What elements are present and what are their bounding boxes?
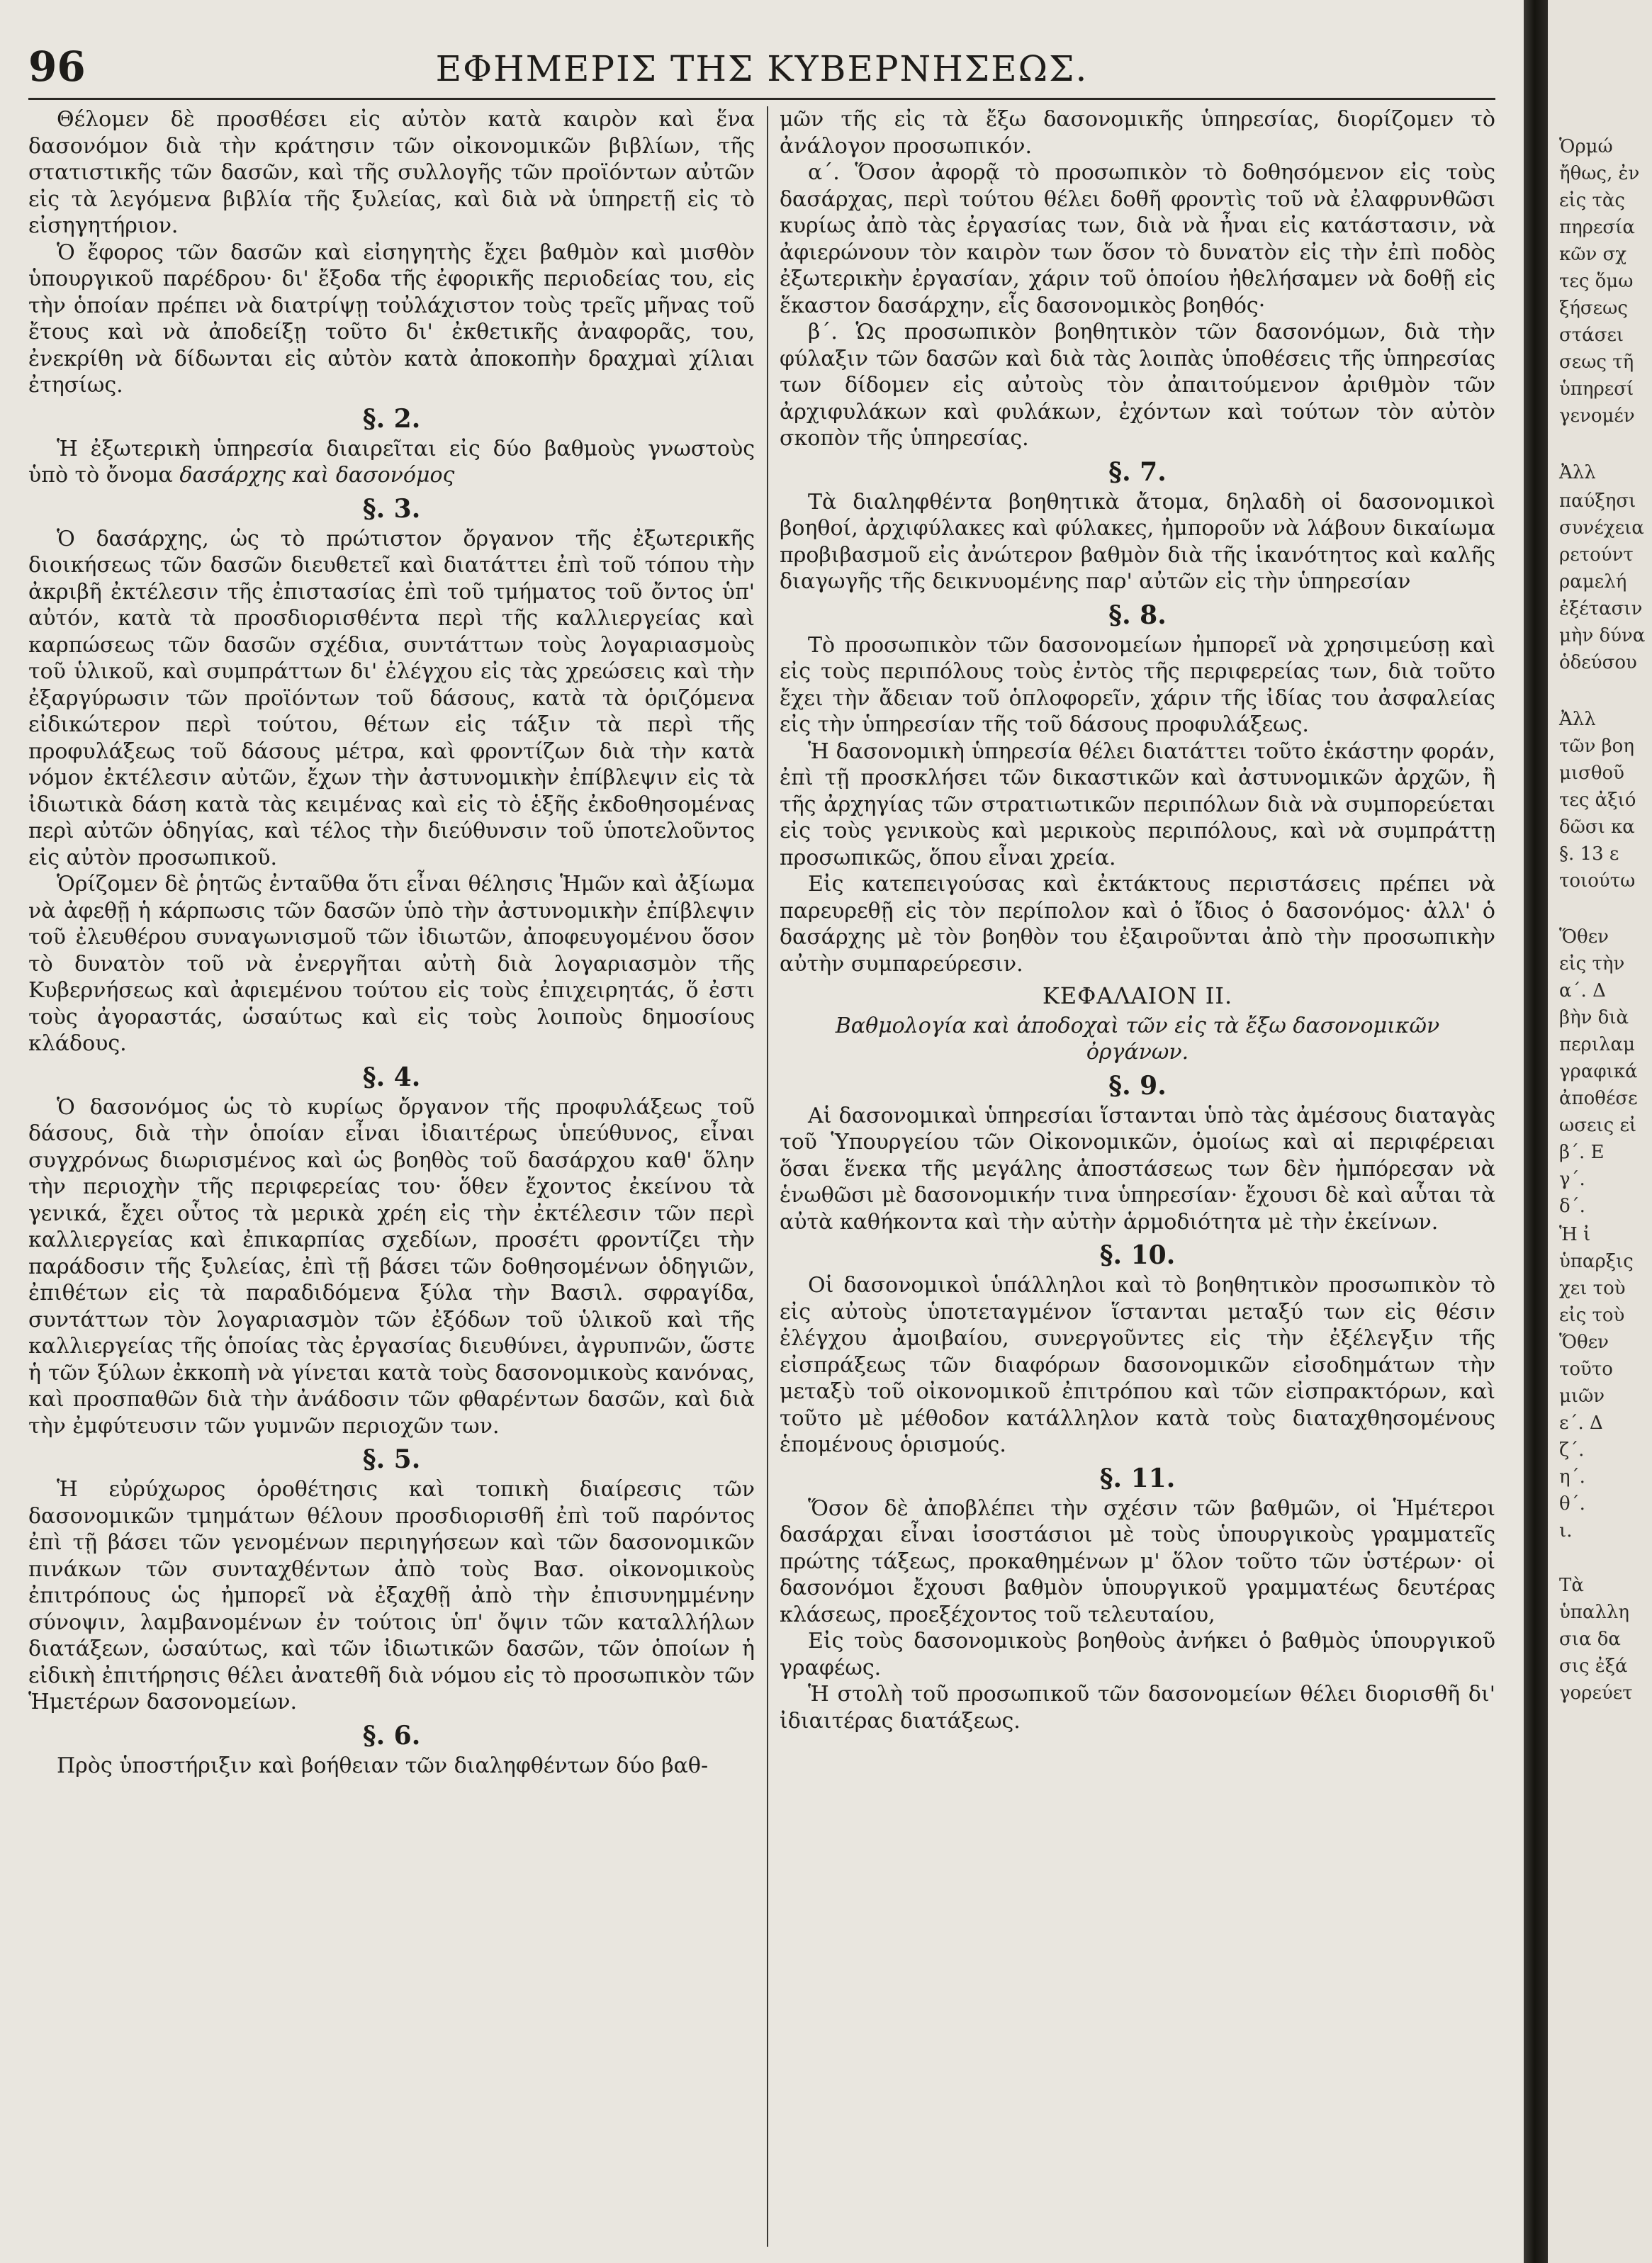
adjacent-page-fragment: πηρεσία — [1559, 217, 1635, 238]
paragraph — [28, 436, 755, 489]
paragraph: μῶν τῆς εἰς τὰ ἔξω δασονομικῆς ὑπηρεσίας, διορίζομεν τὸ ἀνάλογον προσωπικόν. — [780, 107, 1495, 159]
adjacent-page-fragment: μισθοῦ — [1559, 763, 1624, 784]
adjacent-page-fragment: ι. — [1559, 1520, 1573, 1542]
adjacent-page-fragment: συνέχεια — [1559, 517, 1644, 539]
adjacent-page-fragment: εἰς τοὺ — [1559, 1305, 1625, 1326]
adjacent-page-fragment: ζ΄. — [1559, 1439, 1585, 1461]
paragraph: Εἰς κατεπειγούσας καὶ ἐκτάκτους περιστάσεις πρέπει νὰ παρευρεθῇ εἰς τὸν περίπολον καὶ ὁ ἴδιος ὁ δασονόμος· ἀλλ' ὁ δασάρχης μὲ τὸν βοηθὸν του ἐξαιροῦνται ἀπὸ τὴν προσωπικὴν αὐτὴν συμπαρεύρεσιν. — [780, 872, 1495, 977]
page-header — [28, 43, 1495, 99]
paragraph: Αἱ δασονομικαὶ ὑπηρεσίαι ἵστανται ὑπὸ τὰς ἀμέσους διαταγὰς τοῦ Ὑπουργείου τῶν Οἰκονομικῶν, ὁμοίως καὶ αἱ περιφέρειαι ὅσαι ἕνεκα τῆς μεγάλης ἀποστάσεως των δὲν ἠμπόρεσαν νὰ ἑνωθῶσι μὲ δασονομικήν τινα ὑπηρεσίαν· ἔχουσι δὲ καὶ αὗται τὰ αὐτὰ καθήκοντα καὶ τὴν αὐτὴν ἁρμοδιότητα μὲ τὴν ἐκείνων. — [780, 1103, 1495, 1235]
adjacent-page-fragment: περιλαμ — [1559, 1034, 1635, 1055]
paragraph: Οἱ δασονομικοὶ ὑπάλληλοι καὶ τὸ βοηθητικὸν προσωπικὸν τὸ εἰς αὐτοὺς ὑποτεταγμένον ἵστανται μεταξύ των εἰς θέσιν ἐλέγχου ἀμοιβαίου, συνεργοῦντες εἰς τὴν ἐξέλεγξιν τῆς εἰσπράξεως τῶν διαφόρων δασονομικῶν εἰσοδημάτων τὴν μεταξὺ τοῦ οἰκονομικοῦ ἐπιτρόπου καὶ τῶν εἰσπρακτόρων, καὶ τοῦτο μὲ μέθοδον κατάλληλον κατὰ τοὺς διαταχθησομένους ἑπομένους ὁρισμούς. — [780, 1273, 1495, 1457]
section-heading: §. 11. — [1099, 1463, 1176, 1493]
adjacent-page-fragment: ωσεις εἰ — [1559, 1115, 1637, 1136]
adjacent-page-fragment: κῶν σχ — [1559, 244, 1627, 265]
paragraph: β΄. Ὡς προσωπικὸν βοηθητικὸν τῶν δασονόμων, διὰ τὴν φύλαξιν τῶν δασῶν καὶ διὰ τὰς λοιπὰς ὑποθέσεις τῆς ὑπηρεσίας των δίδομεν εἰς αὐτοὺς τὸν ἀπαιτούμενον ἀριθμὸν τῶν ἀρχιφυλάκων καὶ φυλάκων, ἐχόντων καὶ τούτων τὸν αὐτὸν σκοπὸν τῆς ὑπηρεσίας. — [780, 320, 1495, 451]
adjacent-page-fragment: η΄. — [1559, 1466, 1585, 1488]
adjacent-page-fragment: ξήσεως — [1559, 298, 1628, 319]
adjacent-page-fragment: τοῦτο — [1559, 1359, 1613, 1380]
adjacent-page-fragment: Ὁρμώ — [1559, 136, 1613, 157]
adjacent-page-fragment: σεως τῆ — [1559, 352, 1634, 373]
adjacent-page-fragment: ε΄. Δ — [1559, 1413, 1603, 1434]
adjacent-page-fragment: γορεύετ — [1559, 1683, 1633, 1704]
adjacent-page-fragment: θ΄. — [1559, 1493, 1585, 1515]
paragraph: Ὁ ἔφορος τῶν δασῶν καὶ εἰσηγητὴς ἔχει βαθμὸν καὶ μισθὸν ὑπουργικοῦ παρέδρου· δι' ἔξοδα τῆς ἐφορικῆς περιοδείας του, εἰς τὴν ὁποίαν πρέπει νὰ διατρίψῃ τοὐλάχιστον τοὺς τρεῖς μῆνας τοῦ ἔτους καὶ νὰ ἀποδείξῃ τοῦτο δι' ἐκθετικῆς ἀναφορᾶς, του, ἐνεκρίθη νὰ δίδωνται εἰς αὐτὸν κατὰ ἀποκοπὴν δραχμαὶ χίλιαι ἐτησίως. — [28, 240, 755, 398]
paragraph: α΄. Ὅσον ἀφορᾷ τὸ προσωπικὸν τὸ δοθησόμενον εἰς τοὺς δασάρχας, περὶ τούτου θέλει δοθῆ φροντὶς τοῦ νὰ ἐλαφρυνθῶσι κυρίως ἀπὸ τὰς ἐργασίας των, διὰ νὰ ἦναι εἰς κατάστασιν, νὰ ἀφιερώνουν τὸν καιρὸν των ὅσον τὸ δυνατὸν εἰς τὴν ἐπὶ ποδὸς ἐξωτερικὴν ἐργασίαν, χάριν τοῦ ὁποίου ἠθελήσαμεν νὰ δοθῇ εἰς ἕκαστον δασάρχην, εἷς δασονομικὸς βοηθός· — [780, 160, 1495, 318]
left-column — [28, 106, 755, 2247]
adjacent-page-fragment: δ΄. — [1559, 1196, 1585, 1217]
section-heading: §. 6. — [362, 1720, 421, 1751]
paragraph: Ὁ δασάρχης, ὡς τὸ πρώτιστον ὄργανον τῆς ἐξωτερικῆς διοικήσεως τῶν δασῶν διευθετεῖ καὶ διατάττει ἐπὶ τοῦ τόπου τὴν ἀκριβῆ ἐκτέλεσιν τῆς ἐπιστασίας ἐπὶ τοῦ τμήματος τοῦ ὄντος ὑπ' αὐτόν, κατὰ τὰ προσδιορισθέντα περὶ τῆς καλλιεργείας καὶ καρπώσεως τῶν δασῶν σχέδια, συντάττων τοὺς λογαριασμοὺς τοῦ ὑλικοῦ, καὶ συμπράττων δι' ἐλέγχου εἰς τὰς χρεώσεις καὶ τὴν ἐξαργύρωσιν τῶν προϊόντων τοῦ δάσους, κατὰ τὰ ὁριζόμενα εἰδικώτερον περὶ τούτου, θέτων εἰς τάξιν τὰ περὶ τῆς προφυλάξεως τοῦ δάσους μέτρα, καὶ φροντίζων διὰ τὴν κατὰ νόμον ἐκτέλεσιν αὐτῶν, ἔχων τὴν ἀστυνομικὴν ἐπίβλεψιν εἰς τὰ ἰδιωτικὰ δάση κατὰ τὰς κειμένας καὶ εἰς τὸ ἑξῆς ἐκδοθησομένας περὶ αὐτῶν ὁδηγίας, καὶ τέλος τὴν διεύθυνσιν τοῦ ὑποτελοῦντος εἰς αὐτὸν προσωπικοῦ. — [28, 526, 755, 870]
paragraph: Ὁ δασονόμος ὡς τὸ κυρίως ὄργανον τῆς προφυλάξεως τοῦ δάσους, διὰ τὴν ὁποίαν εἶναι ἰδιαιτέρως ὑπεύθυνος, εἶναι συγχρόνως διωρισμένος καὶ ὡς βοηθὸς τοῦ δασάρχου καθ' ὅλην τὴν περιοχὴν τῆς περιφερείας του· ὅθεν ἔχοντος ἐκείνου τὰ γενικά, ἔχει οὗτος τὰ μερικὰ χρέη εἰς τὴν ἐκτέλεσιν τῶν περὶ καλλιεργείας καὶ ἐπικαρπίας σχεδίων, προσέτι φροντίζει τὴν παράδοσιν τῆς ξυλείας, ἐπὶ τῇ βάσει τῶν δοθησομένων ὁδηγιῶν, ἐπιθέτων εἰς τὰ παραδιδόμενα ξύλα τὴν Βασιλ. σφραγίδα, συντάττων τὸν λογαριασμὸν τῶν ἐξόδων τοῦ ὑλικοῦ καὶ τῆς καλλιεργείας τῆς ὁποίας τὰς ἐργασίας διευθύνει, ἀγρυπνῶν, ὥστε ἡ τῶν ξύλων ἐκκοπὴ νὰ γίνεται κατὰ τοὺς δασονομικοὺς κανόνας, καὶ προσπαθῶν διὰ τὴν ἀνάδοσιν τῶν φθαρέντων δασῶν, καὶ διὰ τὴν ἐμφύτευσιν τῶν γυμνῶν περιοχῶν των. — [28, 1094, 755, 1439]
adjacent-page-fragment: α΄. Δ — [1559, 980, 1606, 1001]
adjacent-page-fragment: χει τοὺ — [1559, 1278, 1626, 1299]
adjacent-page-fragment: §. 13 ε — [1559, 843, 1619, 865]
paragraph: Τὸ προσωπικὸν τῶν δασονομείων ἠμπορεῖ νὰ χρησιμεύσῃ καὶ εἰς τοὺς περιπόλους τοὺς ἐντὸς τῆς περιφερείας των, διὰ τοῦτο ἔχει τὴν ἄδειαν τοῦ ὁπλοφορεῖν, χάριν τῆς ἰδίας του ἀσφαλείας εἰς τὴν ὑπηρεσίαν τῆς τοῦ δάσους προφυλάξεως. — [780, 632, 1495, 737]
paragraph: Τὰ διαληφθέντα βοηθητικὰ ἄτομα, δηλαδὴ οἱ δασονομικοὶ βοηθοί, ἀρχιφύλακες καὶ φύλακες, ἠμποροῦν νὰ λάβουν δικαίωμα προβιβασμοῦ εἰς ἀνώτερον βαθμὸν διὰ τῆς ἱκανότητος καὶ καλῆς διαγωγῆς τῆς δεικνυομένης παρ' αὐτῶν εἰς τὴν ὑπηρεσίαν — [780, 489, 1495, 594]
adjacent-page-fragment: ρετούντ — [1559, 544, 1634, 566]
adjacent-page-fragment: στάσει — [1559, 325, 1624, 346]
section-heading: §. 3. — [362, 493, 421, 524]
section-heading: §. 9. — [1108, 1070, 1167, 1101]
adjacent-page-fragment: ὁδεύσου — [1559, 652, 1637, 673]
adjacent-page-fragment: ραμελή — [1559, 571, 1627, 593]
adjacent-page-fragment: εἰς τὴν — [1559, 953, 1625, 975]
adjacent-page-fragment: εἰς τὰς — [1559, 190, 1625, 211]
adjacent-page-fragment: μὴν δύνα — [1559, 625, 1646, 646]
adjacent-page-fragment: ὑπαρξις — [1559, 1251, 1634, 1272]
section-heading: §. 8. — [1108, 600, 1167, 630]
adjacent-page-fragment: τοιούτω — [1559, 870, 1636, 892]
adjacent-page-fragment: γ΄. — [1559, 1169, 1585, 1190]
paragraph: Ἡ δασονομικὴ ὑπηρεσία θέλει διατάττει τοῦτο ἑκάστην φοράν, ἐπὶ τῇ προσκλήσει τῶν δικαστικῶν καὶ ἀστυνομικῶν ἀρχῶν, ἢ τῆς ἀρχηγίας τῶν στρατιωτικῶν περιπόλων διὰ νὰ συμπορεύεται εἰς τοὺς γενικοὺς καὶ μερικοὺς περιπόλους, καὶ νὰ συμπράττῃ προσωπικῶς, ὅπου εἶναι χρεία. — [780, 739, 1495, 870]
paragraph: Πρὸς ὑποστήριξιν καὶ βοήθειαν τῶν διαληφθέντων δύο βαθ- — [57, 1753, 709, 1778]
header-rule — [28, 98, 1495, 100]
section-heading: §. 4. — [362, 1062, 421, 1092]
adjacent-page-fragment: Ὅθεν — [1559, 926, 1609, 948]
adjacent-page-fragment: ὑπηρεσί — [1559, 378, 1634, 400]
adjacent-page-fragment: τες ἀξιό — [1559, 790, 1636, 811]
paragraph: Θέλομεν δὲ προσθέσει εἰς αὐτὸν κατὰ καιρὸν καὶ ἕνα δασονόμον διὰ τὴν κράτησιν τῶν οἰκονομικῶν βιβλίων, τῆς στατιστικῆς τῶν δασῶν, καὶ τῆς συλλογῆς τῶν προϊόντων αὐτῶν εἰς τὰ λεγόμενα βιβλία τῆς ξυλείας, καὶ διὰ νὰ ὑπηρετῇ εἰς τὸ εἰσηγητήριον. — [28, 107, 755, 238]
paragraph: Ὁρίζομεν δὲ ῥητῶς ἐνταῦθα ὅτι εἶναι θέλησις Ἡμῶν καὶ ἀξίωμα νὰ ἀφεθῇ ἡ κάρπωσις τῶν δασῶν ὑπὸ τὴν ἀστυνομικὴν ἐπίβλεψιν τοῦ ἐλευθέρου συναγωνισμοῦ τῶν ἰδιωτῶν, ἀποφευγομένου ὅσον τὸ δυνατὸν τοῦ νὰ ἐνεργῆται αὐτὴ διὰ λογαριασμὸν τῆς Κυβερνήσεως καὶ ἀφιεμένου τούτου εἰς τοὺς ἐπιχειρητάς, ὅ ἐστι τοὺς ἀγοραστάς, ὡσαύτως καὶ εἰς τοὺς λοιποὺς δημοσίους κλάδους. — [28, 872, 755, 1056]
section-heading: §. 10. — [1099, 1240, 1176, 1270]
section-heading: §. 7. — [1108, 456, 1167, 487]
adjacent-page-fragment: β΄. Ε — [1559, 1142, 1605, 1163]
page-number: 96 — [28, 43, 86, 91]
italic-terms: δασάρχης καὶ δασονόμος — [179, 463, 455, 488]
adjacent-page-fragment: ἤθως, ἐν — [1559, 163, 1640, 184]
adjacent-page-fragment: τῶν βοη — [1559, 736, 1634, 757]
paragraph: Εἰς τοὺς δασονομικοὺς βοηθοὺς ἀνήκει ὁ βαθμὸς ὑπουργικοῦ γραφέως. — [780, 1629, 1495, 1680]
adjacent-page-fragment: γενομέν — [1559, 405, 1635, 427]
adjacent-page-fragment: Ἀλλ — [1559, 462, 1596, 483]
adjacent-page-fragment: Τὰ — [1559, 1575, 1584, 1596]
right-column — [780, 106, 1495, 2247]
paragraph-text: Ἡ ἐξωτερικὴ ὑπηρεσία διαιρεῖται εἰς δύο βαθμοὺς γνωστοὺς ὑπὸ τὸ ὄνομα — [28, 436, 755, 488]
adjacent-page-fragment: γραφικά — [1559, 1061, 1638, 1082]
paragraph: Ὅσον δὲ ἀποβλέπει τὴν σχέσιν τῶν βαθμῶν, οἱ Ἡμέτεροι δασάρχαι εἶναι ἰσοστάσιοι μὲ τοὺς ὑπουργικοὺς γραμματεῖς πρώτης τάξεως, προκαθημένων μ' ὅλον τοῦτο τῶν ὑστέρων· οἱ δασονόμοι ἔχουσι βαθμὸν ὑπουργικοῦ γραμματέως δευτέρας κλάσεως, προεξέχοντος τοῦ τελευταίου, — [780, 1495, 1495, 1627]
section-heading: §. 2. — [362, 403, 421, 434]
adjacent-page-fragment: Ἡ ἰ — [1559, 1224, 1591, 1245]
journal-title: ΕΦΗΜΕΡΙΣ ΤΗΣ ΚΥΒΕΡΝΗΣΕΩΣ. — [435, 48, 1089, 89]
adjacent-page-fragment: σια δα — [1559, 1629, 1621, 1650]
adjacent-page-fragment: σις ἐξά — [1559, 1656, 1628, 1677]
section-heading: §. 5. — [362, 1444, 421, 1474]
adjacent-page-fragment: παύξησι — [1559, 490, 1636, 512]
adjacent-page-fragment: Ἀλλ — [1559, 709, 1596, 730]
adjacent-page-fragment: ἐξέτασιν — [1559, 598, 1643, 619]
adjacent-page-fragment: βὴν διὰ — [1559, 1007, 1629, 1028]
adjacent-page-fragment: ἀποθέσε — [1559, 1088, 1638, 1109]
adjacent-page-fragment: Ὅθεν — [1559, 1332, 1609, 1353]
chapter-heading: ΚΕΦΑΛΑΙΟΝ ΙΙ. — [1042, 982, 1233, 1009]
adjacent-page-fragment: δῶσι κα — [1559, 816, 1635, 838]
paragraph: Ἡ στολὴ τοῦ προσωπικοῦ τῶν δασονομείων θέλει διορισθῆ δι' ἰδιαιτέρας διατάξεως. — [780, 1682, 1495, 1734]
paragraph: Ἡ εὐρύχωρος ὁροθέτησις καὶ τοπικὴ διαίρεσις τῶν δασονομικῶν τμημάτων θέλουν προσδιορισθῆ ἐπὶ τοῦ παρόντος ἐπὶ τῇ βάσει τῶν γενομένων περιηγήσεων καὶ τῶν δασονομικῶν πινάκων τῶν συνταχθέντων ἀπὸ τοὺς Βασ. οἰκονομικοὺς ἐπιτρόπους ὡς ἠμπορεῖ νὰ ἐξαχθῇ ἀπὸ τὴν ἐπισυνημμένην σύνοψιν, λαμβανομένων ἐν τούτοις ὑπ' ὄψιν τῶν καταλλήλων διατάξεων, ὡσαύτως, καὶ τῶν ἰδιωτικῶν δασῶν, τῶν ὁποίων ἡ εἰδικὴ ἐπιτήρησις θέλει ἀνατεθῆ διὰ νόμου εἰς τὸ προσωπικὸν τῶν Ἡμετέρων δασονομείων. — [28, 1477, 755, 1714]
adjacent-page-fragment: ὑπαλλη — [1559, 1602, 1629, 1623]
adjacent-page-fragment: τες ὅμω — [1559, 271, 1634, 292]
adjacent-page-edge — [1548, 0, 1652, 2263]
adjacent-page-fragment: μιῶν — [1559, 1386, 1605, 1407]
book-spine-gutter — [1524, 0, 1548, 2263]
column-divider — [767, 106, 768, 2247]
chapter-subtitle: Βαθμολογία καὶ ἀποδοχαὶ τῶν εἰς τὰ ἔξω δασονομικῶν ὀργάνων. — [835, 1013, 1440, 1065]
